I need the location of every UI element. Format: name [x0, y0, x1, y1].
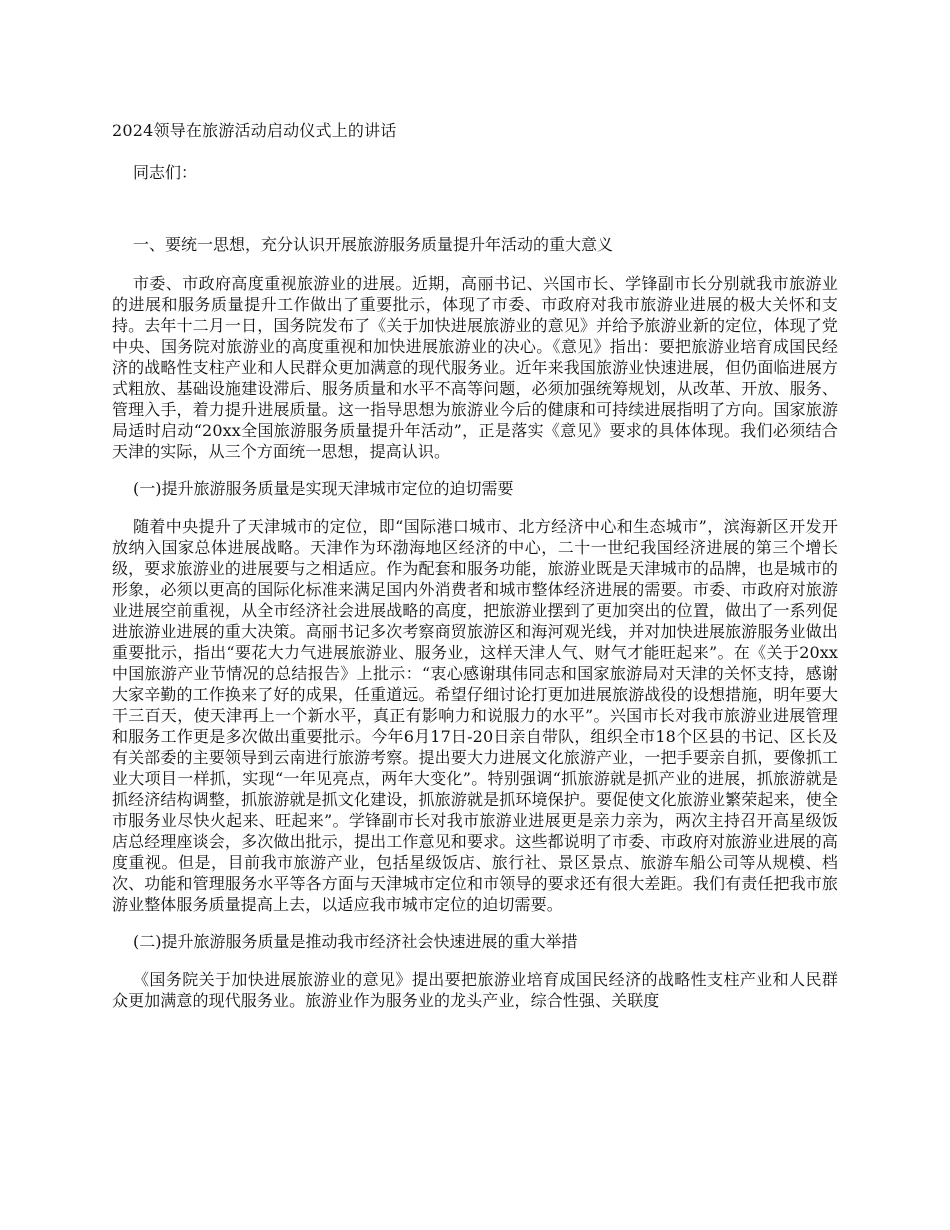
document-title: 2024领导在旅游活动启动仪式上的讲话: [112, 121, 397, 140]
paragraph-1: 市委、市政府高度重视旅游业的进展。近期，高丽书记、兴国市长、学锋副市长分别就我市旅游业的进展和服务质量提升工作做出了重要批示，体现了市委、市政府对我市旅游业进展的极大关怀和支持。去年十二月一日，国务院发布了《关于加快进展旅游业的意见》并给予旅游业新的定位，体现了党中央、国务院对旅游业的高度重视和加快进展旅游业的决心。《意见》指出：要把旅游业培育成国民经济的战略性支柱产业和人民群众更加满意的现代服务业。近年来我国旅游业快速进展，但仍面临进展方式粗放、基础设施建设滞后、服务质量和水平不高等问题，必须加强统筹规划，从改革、开放、服务、管理入手，着力提升进展质量。这一指导思想为旅游业今后的健康和可持续进展指明了方向。国家旅游局适时启动“20xx全国旅游服务质量提升年活动”，正是落实《意见》要求的具体体现。我们必须结合天津的实际，从三个方面统一思想，提高认识。: [112, 274, 838, 461]
paragraph-3: 《国务院关于加快进展旅游业的意见》提出要把旅游业培育成国民经济的战略性支柱产业和人民群众更加满意的现代服务业。旅游业作为服务业的龙头产业，综合性强、关联度: [112, 970, 838, 1010]
paragraph-2: 随着中央提升了天津城市的定位，即“国际港口城市、北方经济中心和生态城市”，滨海新区开发开放纳入国家总体进展战略。天津作为环渤海地区经济的中心，二十一世纪我国经济进展的第三个增长级，要求旅游业的进展要与之相适应。作为配套和服务功能，旅游业既是天津城市的品牌，也是城市的形象，必须以更高的国际化标准来满足国内外消费者和城市整体经济进展的需要。市委、市政府对旅游业进展空前重视，从全市经济社会进展战略的高度，把旅游业摆到了更加突出的位置，做出了一系列促进旅游业进展的重大决策。高丽书记多次考察商贸旅游区和海河观光线，并对加快进展旅游服务业做出重要批示，指出“要花大力气进展旅游业、服务业，这样天津人气、财气才能旺起来”。在《关于20xx中国旅游产业节情况的总结报告》上批示：“衷心感谢琪伟同志和国家旅游局对天津的关怀支持，感谢大家辛勤的工作换来了好的成果，任重道远。希望仔细讨论打更加进展旅游战役的设想措施，明年要大干三百天，使天津再上一个新水平，真正有影响力和说服力的水平”。兴国市长对我市旅游业进展管理和服务工作更是多次做出重要批示。今年6月17日-20日亲自带队，组织全市18个区县的书记、区长及有关部委的主要领导到云南进行旅游考察。提出要大力进展文化旅游产业，一把手要亲自抓，要像抓工业大项目一样抓，实现“一年见亮点，两年大变化”。特别强调“抓旅游就是抓产业的进展，抓旅游就是抓经济结构调整，抓旅游就是抓文化建设，抓旅游就是抓环境保护。要促使文化旅游业繁荣起来，使全市服务业尽快火起来、旺起来”。学锋副市长对我市旅游业进展更是亲力亲为，两次主持召开高星级饭店总经理座谈会，多次做出批示，提出工作意见和要求。这些都说明了市委、市政府对旅游业进展的高度重视。但是，目前我市旅游产业，包括星级饭店、旅行社、景区景点、旅游车船公司等从规模、档次、功能和管理服务水平等各方面与天津城市定位和市领导的要求还有很大差距。我们有责任把我市旅游业整体服务质量提高上去，以适应我市城市定位的迫切需要。: [112, 517, 838, 914]
subsection-heading-2: (二)提升旅游服务质量是推动我市经济社会快速进展的重大举措: [133, 932, 578, 951]
document-page: [112, 120, 838, 1011]
salutation: 同志们：: [133, 163, 198, 182]
section-heading-1: 一、要统一思想，充分认识开展旅游服务质量提升年活动的重大意义: [133, 235, 614, 254]
subsection-heading-1: (一)提升旅游服务质量是实现天津城市定位的迫切需要: [133, 479, 514, 498]
